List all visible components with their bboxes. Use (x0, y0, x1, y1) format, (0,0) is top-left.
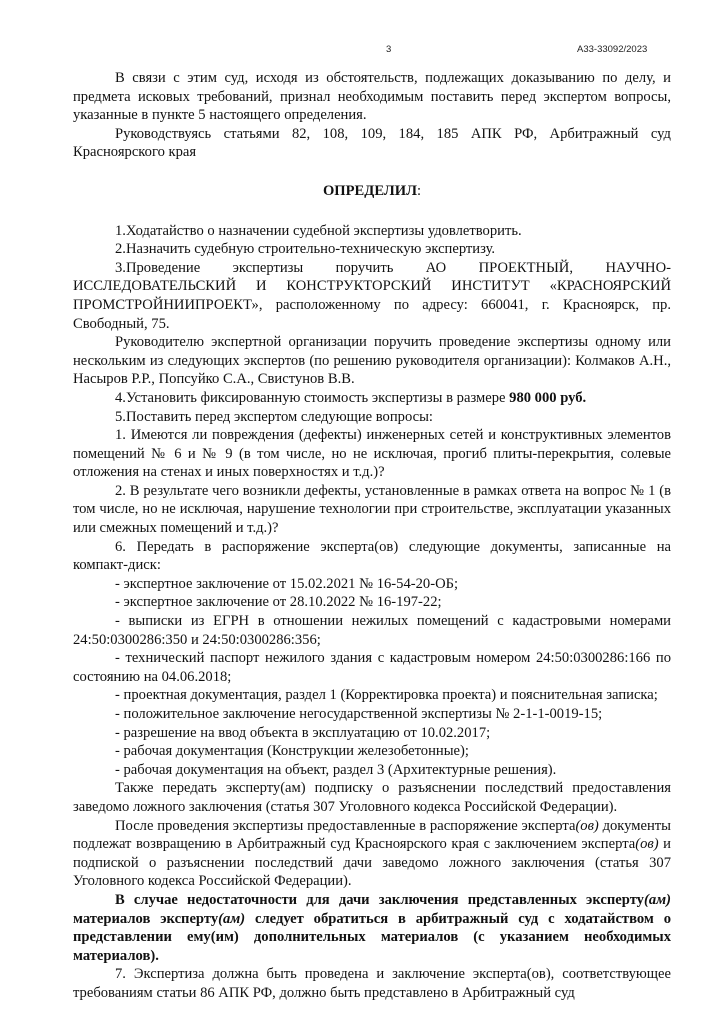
italic-run: (ов) (575, 817, 599, 834)
paragraph-legal-basis: Руководствуясь статьями 82, 108, 109, 184, 185 АПК РФ, Арбитражный суд Красноярского края (73, 125, 671, 161)
text-run: После проведения экспертизы предоставленные в распоряжение эксперта (115, 817, 576, 834)
page-number: 3 (386, 44, 392, 55)
paragraph-reasoning: В связи с этим суд, исходя из обстоятельств, подлежащих доказыванию по делу, и предмета исковых требований, признал необходимым поставить перед экспертом вопросы, указанные в пункте 5 настоящего определения. (73, 70, 671, 124)
document-list-item: - проектная документация, раздел 1 (Корректировка проекта) и пояснительная записка; (115, 687, 658, 704)
question-2: 2. В результате чего возникли дефекты, установленные в рамках ответа на вопрос № 1 (в том числе, но не исключая, нарушение технологии при строительстве, эксплуатации указанных или смежных помещений и т.д.)? (73, 482, 671, 537)
ruling-item-2: 2.Назначить судебную строительно-техническую экспертизу. (115, 241, 496, 258)
ruling-item-7: 7. Экспертиза должна быть проведена и заключение эксперта(ов), соответствующее требованиям статьи 86 АПК РФ, должно быть представлено в Арбитражный суд (73, 966, 671, 1001)
ruling-item-3: 3.Проведение экспертизы поручить АО ПРОЕКТНЫЙ, НАУЧНО-ИССЛЕДОВАТЕЛЬСКИЙ И КОНСТРУКТОРСКИЙ ИНСТИТУТ «КРАСНОЯРСКИЙ ПРОМСТРОЙНИИПРОЕКТ», расположенному по адресу: 660041, г. Красноярск, пр. Свободный, 75. (73, 259, 671, 332)
text-run: материалов эксперту (73, 910, 219, 927)
italic-run: (ам) (218, 910, 246, 927)
ruling-item-4 (73, 389, 671, 408)
document-list-item: - экспертное заключение от 15.02.2021 № 16-54-20-ОБ; (115, 575, 459, 592)
document-list-item: - рабочая документация на объект, раздел 3 (Архитектурные решения). (115, 761, 557, 778)
paragraph-experts: Руководителю экспертной организации поручить проведение экспертизы одному или нескольким из следующих экспертов (по решению руководителя организации): Колмаков А.Н., Насыров Р.Р., Попсуйко С.А., Свистунов В.В. (73, 334, 671, 388)
paragraph-documents-return (73, 817, 671, 891)
ruling-item-1: 1.Ходатайство о назначении судебной экспертизы удовлетворить. (115, 222, 522, 239)
paragraph-additional-materials (73, 891, 671, 965)
document-list-item: - выписки из ЕГРН в отношении нежилых помещений с кадастровыми номерами 24:50:0300286:350 и 24:50:0300286:356; (73, 613, 671, 648)
text-run: В случае недостаточности для дачи заключения представленных эксперту (115, 891, 644, 908)
italic-run: (ам) (643, 891, 671, 908)
document-list-item: - экспертное заключение от 28.10.2022 № 16-197-22; (115, 594, 442, 611)
paragraph-liability-warning: Также передать эксперту(ам) подписку о разъяснении последствий предоставления заведомо ложного заключения (статья 307 Уголовного кодекса Российской Федерации). (73, 780, 671, 815)
ruling-heading-text: ОПРЕДЕЛИЛ (322, 182, 417, 199)
ruling-item-5: 5.Поставить перед экспертом следующие вопросы: (115, 408, 433, 425)
question-1: 1. Имеются ли повреждения (дефекты) инженерных сетей и конструктивных элементов помещений № 6 и № 9 (в том числе, но не исключая, прогиб плиты-перекрытия, солевые отложения на стенах и иных поверхностях и т.д.)? (73, 427, 671, 481)
document-list-item: - технический паспорт нежилого здания с кадастровым номером 24:50:0300286:166 по состоянию на 04.06.2018; (73, 650, 671, 685)
ruling-item-4-text: 4.Установить фиксированную стоимость экспертизы в размере (115, 389, 510, 406)
italic-run: (ов) (635, 836, 659, 853)
case-number: А33-33092/2023 (577, 44, 648, 55)
ruling-item-6: 6. Передать в распоряжение эксперта(ов) следующие документы, записанные на компакт-диск: (73, 538, 671, 574)
text-run: следует обратиться в арбитражный суд с ходатайством о представлении ему(им) дополнительных материалов (с указанием необходимых материалов). (73, 910, 671, 964)
text-run: и подпиской о разъяснении последствий дачи заведомо ложного заключения (статья 307 Уголовного кодекса Российской Федерации). (73, 836, 671, 890)
ruling-heading (73, 182, 671, 201)
expertise-cost: 980 000 руб. (509, 389, 587, 406)
document-list-item: - положительное заключение негосударственной экспертизы № 2-1-1-0019-15; (115, 706, 603, 722)
document-list-item: - разрешение на ввод объекта в эксплуатацию от 10.02.2017; (115, 724, 491, 741)
document-body (73, 69, 671, 1003)
text-run: документы подлежат возвращению в Арбитражный суд Красноярского края с заключением эксперта (73, 817, 671, 853)
document-list-item: - рабочая документация (Конструкции железобетонные); (115, 743, 469, 760)
ruling-heading-colon: : (416, 182, 422, 199)
